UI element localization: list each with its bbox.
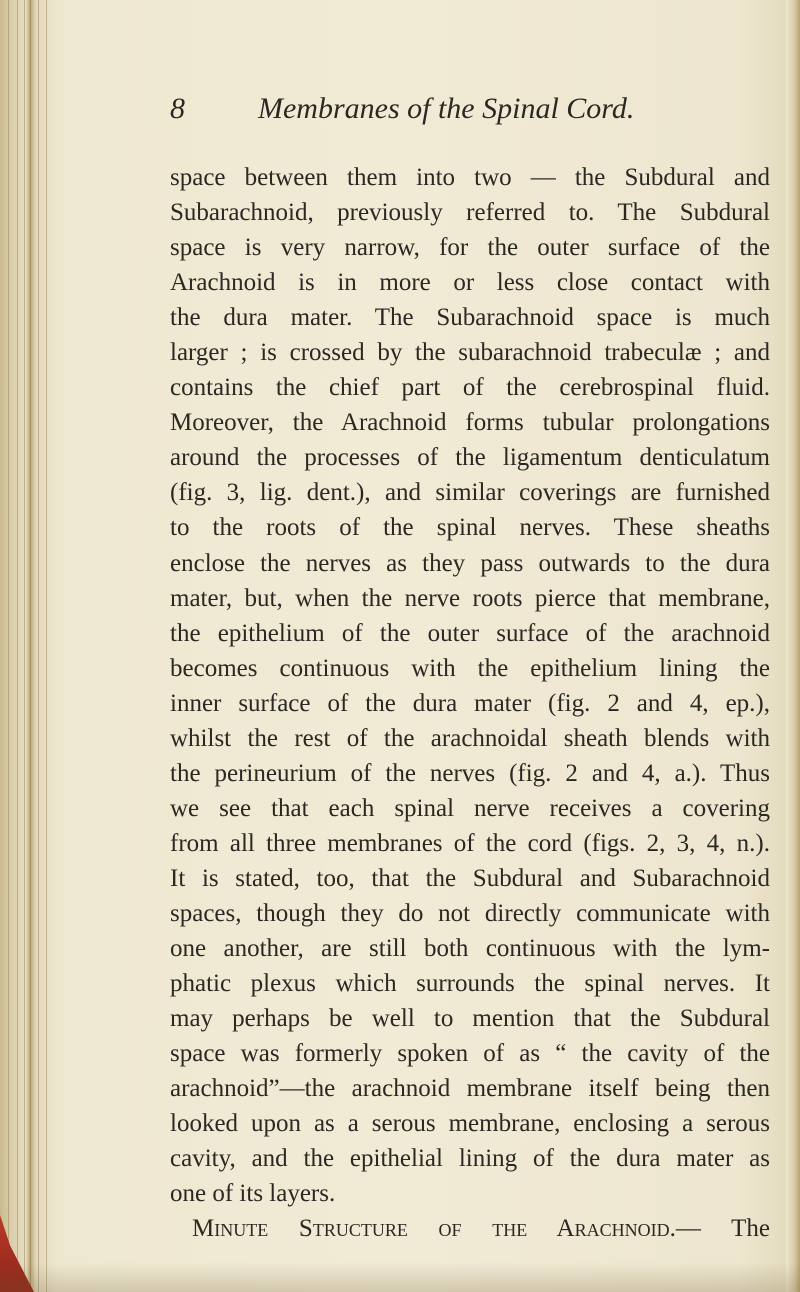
section-heading-line [170, 1211, 770, 1246]
section-continuation: — The [675, 1215, 770, 1243]
page-number: 8 [170, 92, 185, 125]
text-line: contains the chief part of the cerebrospinal fluid. [170, 374, 770, 402]
text-line: It is stated, too, that the Subdural and Subarachnoid [170, 864, 770, 892]
body-text [170, 160, 770, 1246]
text-line: the perineurium of the nerves (fig. 2 and 4, a.). Thus [170, 759, 770, 787]
text-line: Moreover, the Arachnoid forms tubular prolongations [170, 409, 770, 437]
text-line: larger ; is crossed by the subarachnoid trabeculæ ; and [170, 339, 770, 367]
text-line: one of its layers. [170, 1180, 336, 1208]
text-line: (fig. 3, lig. dent.), and similar coverings are furnished [170, 479, 770, 507]
page-bottom-shade [0, 1262, 800, 1292]
text-line: may perhaps be well to mention that the Subdural [170, 1005, 770, 1033]
page-header [170, 92, 690, 142]
text-line: space is very narrow, for the outer surface of the [170, 234, 770, 262]
text-line: around the processes of the ligamentum denticulatum [170, 444, 770, 472]
text-line: we see that each spinal nerve receives a covering [170, 794, 770, 822]
text-line: phatic plexus which surrounds the spinal nerves. It [170, 970, 770, 998]
text-line: whilst the rest of the arachnoidal sheath blends with [170, 724, 770, 752]
text-line: Arachnoid is in more or less close contact with [170, 269, 770, 297]
text-line: Subarachnoid, previously referred to. The Subdural [170, 199, 770, 227]
text-line: to the roots of the spinal nerves. These sheaths [170, 514, 770, 542]
running-title: Membranes of the Spinal Cord. [258, 92, 635, 125]
page-right-edge [786, 0, 800, 1292]
text-line: mater, but, when the nerve roots pierce that membrane, [170, 584, 770, 612]
text-line: the dura mater. The Subarachnoid space is much [170, 304, 770, 332]
text-line: looked upon as a serous membrane, enclosing a serous [170, 1110, 770, 1138]
text-line: one another, are still both continuous with the lym- [170, 935, 770, 963]
text-line: the epithelium of the outer surface of the arachnoid [170, 619, 770, 647]
text-line: from all three membranes of the cord (figs. 2, 3, 4, n.). [170, 829, 770, 857]
book-binding-edge [0, 0, 58, 1292]
section-heading: Minute Structure of the Arachnoid. [192, 1215, 676, 1243]
text-line: cavity, and the epithelial lining of the dura mater as [170, 1145, 770, 1173]
text-line: becomes continuous with the epithelium lining the [170, 654, 770, 682]
text-line: space was formerly spoken of as “ the cavity of the [170, 1040, 770, 1068]
text-line: enclose the nerves as they pass outwards to the dura [170, 549, 770, 577]
text-line: space between them into two — the Subdural and [170, 164, 770, 191]
text-line: inner surface of the dura mater (fig. 2 and 4, ep.), [170, 689, 770, 717]
text-line: spaces, though they do not directly communicate with [170, 899, 770, 927]
text-line: arachnoid”—the arachnoid membrane itself being then [170, 1075, 770, 1103]
